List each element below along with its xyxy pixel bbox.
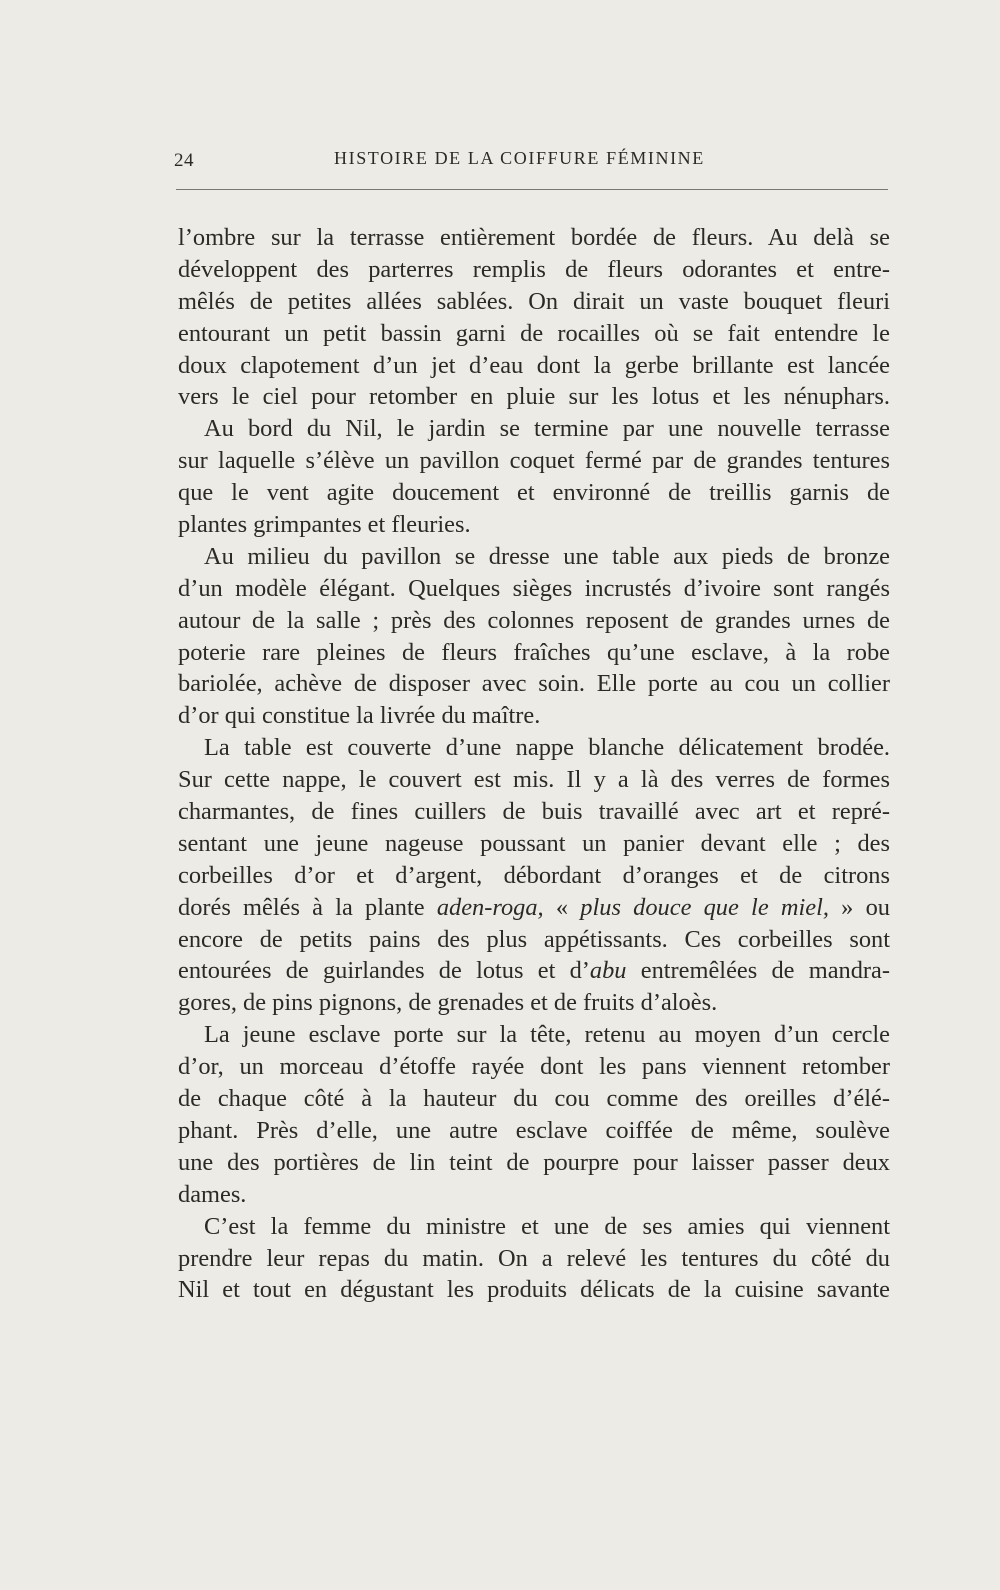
italic-term: aden-roga, xyxy=(436,893,544,921)
header-rule xyxy=(176,189,888,190)
text-line: charmantes, de fines cuillers de buis travaillé avec art et repré- xyxy=(178,798,890,826)
quote-open: « xyxy=(555,893,569,921)
text-line: plantes grimpantes et fleuries. xyxy=(178,511,471,539)
text-line: Nil et tout en dégustant les produits délicats de la cuisine savante xyxy=(178,1276,890,1304)
text-line: C’est la femme du ministre et une de ses amies qui viennent xyxy=(204,1212,890,1240)
text-line: encore de petits pains des plus appétissants. Ces corbeilles sont xyxy=(178,925,890,953)
text-line: bariolée, achève de disposer avec soin. Elle porte au cou un collier xyxy=(178,670,890,698)
text-line: gores, de pins pignons, de grenades et de fruits d’aloès. xyxy=(178,989,718,1017)
text-line: Sur cette nappe, le couvert est mis. Il y a là des verres de formes xyxy=(178,766,890,794)
text-line: sur laquelle s’élève un pavillon coquet fermé par de grandes tentures xyxy=(178,447,890,475)
text-line: développent des parterres remplis de fleurs odorantes et entre- xyxy=(178,255,890,283)
text-line: d’or qui constitue la livrée du maître. xyxy=(178,702,541,730)
italic-quote: plus douce que le miel, xyxy=(580,893,829,921)
text-line-with-italics xyxy=(178,955,890,987)
text-line: vers le ciel pour retomber en pluie sur les lotus et les nénuphars. xyxy=(178,383,890,411)
text-line: doux clapotement d’un jet d’eau dont la gerbe brillante est lancée xyxy=(178,351,890,379)
running-head xyxy=(174,146,890,176)
text-line: sentant une jeune nageuse poussant un panier devant elle ; des xyxy=(178,829,890,857)
text-line: Au bord du Nil, le jardin se termine par une nouvelle terrasse xyxy=(204,415,890,443)
text-line: l’ombre sur la terrasse entièrement bordée de fleurs. Au delà se xyxy=(178,224,890,251)
text-line: La jeune esclave porte sur la tête, retenu au moyen d’un cercle xyxy=(204,1021,890,1049)
text-line: dames. xyxy=(178,1180,247,1208)
text-line: phant. Près d’elle, une autre esclave coiffée de même, soulève xyxy=(178,1116,890,1144)
text-line: Au milieu du pavillon se dresse une table aux pieds de bronze xyxy=(204,542,890,570)
text-segment: » ou xyxy=(841,893,890,921)
text-segment: entremêlées de mandra- xyxy=(640,957,890,985)
text-line: mêlés de petites allées sablées. On dirait un vaste bouquet fleuri xyxy=(178,287,890,315)
text-line: que le vent agite doucement et environné de treillis garnis de xyxy=(178,479,890,507)
text-line: entourant un petit bassin garni de rocailles où se fait entendre le xyxy=(178,319,890,347)
text-line-with-italics xyxy=(178,892,890,924)
text-segment: dorés mêlés à la plante xyxy=(178,893,425,921)
text-line: prendre leur repas du matin. On a relevé les tentures du côté du xyxy=(178,1244,890,1272)
running-title: HISTOIRE DE LA COIFFURE FÉMININE xyxy=(334,148,705,168)
text-line: La table est couverte d’une nappe blanche délicatement brodée. xyxy=(204,734,890,762)
body-text xyxy=(178,222,890,1306)
text-segment: entourées de guirlandes de lotus et d’ xyxy=(178,957,590,985)
text-line: d’or, un morceau d’étoffe rayée dont les pans viennent retomber xyxy=(178,1053,890,1081)
text-line: autour de la salle ; près des colonnes reposent de grandes urnes de xyxy=(178,606,890,634)
text-line: poterie rare pleines de fleurs fraîches qu’une esclave, à la robe xyxy=(178,638,890,666)
page-number: 24 xyxy=(174,150,194,171)
text-line: une des portières de lin teint de pourpre pour laisser passer deux xyxy=(178,1148,890,1176)
text-line: de chaque côté à la hauteur du cou comme des oreilles d’élé- xyxy=(178,1085,890,1113)
text-line: corbeilles d’or et d’argent, débordant d’oranges et de citrons xyxy=(178,861,890,889)
italic-term: abu xyxy=(589,957,627,985)
text-line: d’un modèle élégant. Quelques sièges incrustés d’ivoire sont rangés xyxy=(178,574,890,602)
